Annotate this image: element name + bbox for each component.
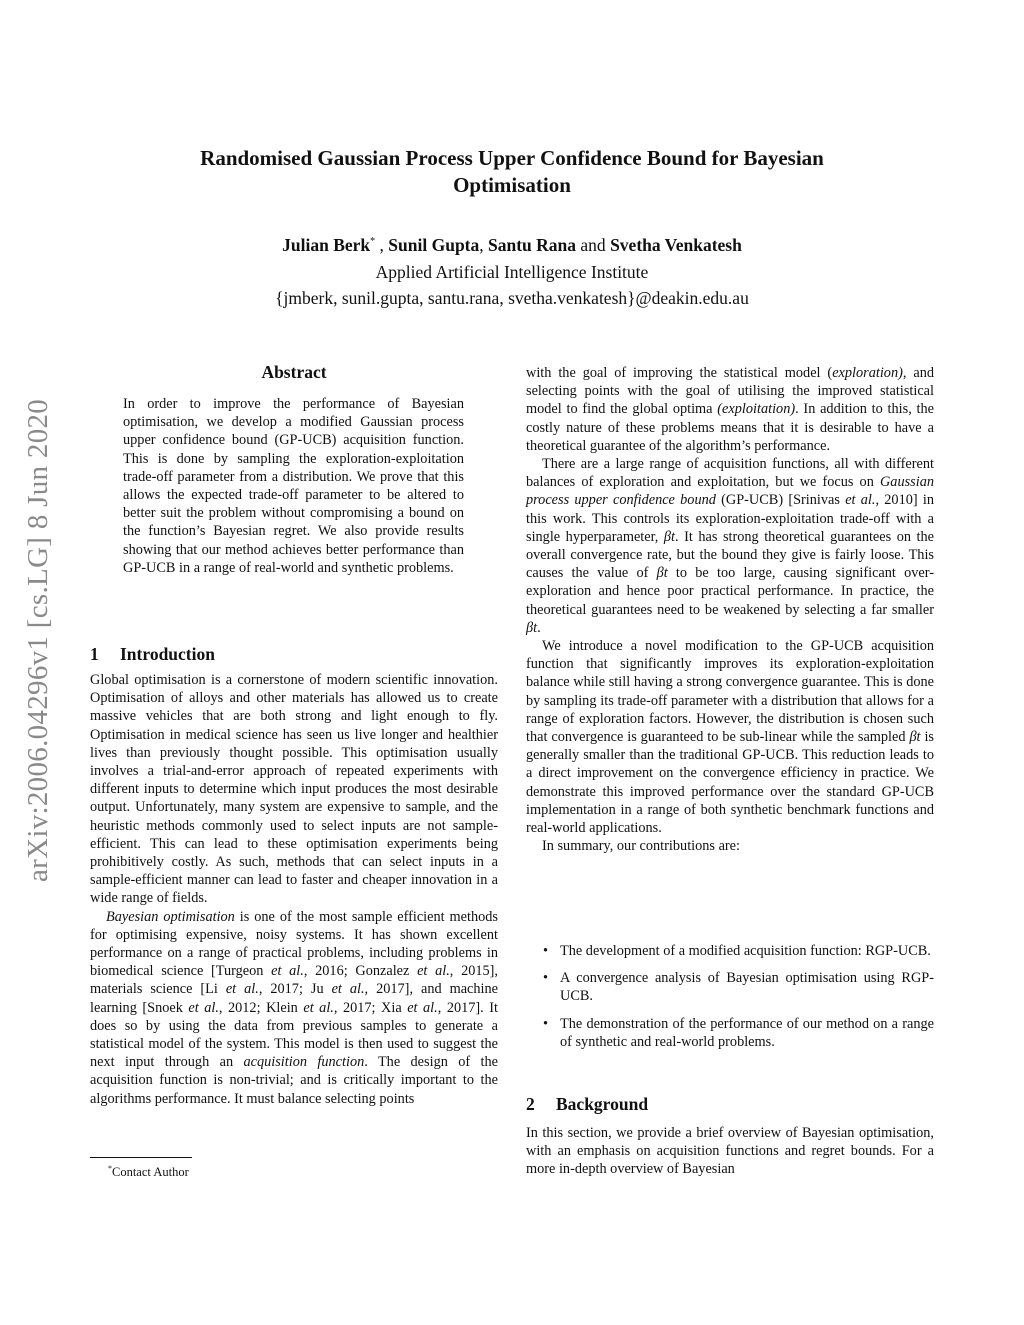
footnote	[108, 1161, 189, 1180]
title-line-1: Randomised Gaussian Process Upper Confidence Bound for Bayesian	[200, 146, 824, 170]
title-line-2: Optimisation	[453, 173, 571, 197]
bullet-icon: •	[543, 943, 549, 959]
section-number: 2	[526, 1094, 535, 1114]
right-paragraph-2: There are a large range of acquisition functions, all with different balances of exploration and exploitation, but we focus on Gaussian process upper confidence bound (GP-UCB) [Srinivas et al., 2010] in this work. This controls its exploration-exploitation trade-off with a single hyperparameter, βt. It has strong theoretical guarantees on the overall convergence rate, but the bound they give is fairly loose. This causes the value of βt to be too large, causing significant over-exploration and hence poor practical performance. In practice, the theoretical guarantees need to be weakened by selecting a far smaller βt.	[526, 456, 935, 636]
beta-symbol: βt	[663, 528, 675, 545]
affiliation: Applied Artificial Intelligence Institute	[375, 262, 649, 282]
author-4: Svetha Venkatesh	[610, 234, 742, 255]
section-number: 1	[90, 644, 99, 664]
author-and: and	[580, 234, 606, 255]
emph-acquisition-function: acquisition function	[243, 1054, 365, 1071]
introduction-body	[90, 671, 498, 1108]
author-emails: {jmberk, sunil.gupta, santu.rana, svetha.venkatesh}@deakin.edu.au	[275, 288, 749, 308]
paper-title	[90, 145, 934, 199]
bullet-icon: •	[543, 1015, 549, 1032]
author-1: Julian Berk	[282, 234, 371, 255]
author-1-mark: *	[370, 236, 376, 247]
emph-bayesian-optimisation: Bayesian optimisation	[106, 908, 235, 925]
section-heading-background	[526, 1092, 934, 1116]
footnote-rule	[90, 1157, 192, 1158]
intro-paragraph-1: Global optimisation is a cornerstone of modern scientific innovation. Optimisation of alloys and other materials has allowed us to create massive vehicles that are both strong and light enough to fly. Optimisation in medical science has seen us live longer and healthier lives than previously thought possible. This optimisation usually involves a trial-and-error approach of repeated experiments with different inputs to determine which input produces the most desirable output. Unfortunately, many system are expensive to sample, and the heuristic methods commonly used to select inputs are not sample-efficient. This can lead to these optimisation experiments being prohibitively costly. As such, methods that can select inputs in a sample-efficient manner can lead to faster and cheaper innovation in a wide range of fields.	[90, 672, 498, 907]
abstract-text: In order to improve the performance of Bayesian optimisation, we develop a modified Gaussian process upper confidence bound (GP-UCB) acquisition function. This is done by sampling the exploration-exploitation trade-off parameter from a distribution. We prove that this allows the expected trade-off parameter to be altered to better suit the problem without compromising a bound on the function’s Bayesian regret. We also provide results showing that our method achieves better performance than GP-UCB in a range of real-world and synthetic problems.	[123, 396, 464, 576]
section-title: Introduction	[120, 644, 215, 664]
author-2: Sunil Gupta	[388, 234, 480, 255]
section-title: Background	[556, 1094, 649, 1114]
arxiv-identifier: arXiv:2006.04296v1 [cs.LG] 8 Jun 2020	[22, 398, 54, 882]
right-paragraph-1: with the goal of improving the statistical model (exploration), and selecting points with the goal of utilising the improved statistical model to find the global optima (exploitation). In addition to this, the costly nature of these problems means that it is desirable to have a theoretical guarantee of the algorithm’s performance.	[526, 365, 934, 454]
author-3: Santu Rana	[488, 234, 577, 255]
section-heading-introduction	[90, 642, 498, 666]
right-paragraph-4: In summary, our contributions are:	[542, 838, 740, 855]
author-sep: ,	[379, 234, 384, 255]
author-sep: ,	[479, 234, 484, 255]
list-item: • The development of a modified acquisition function: RGP-UCB.	[543, 943, 931, 959]
intro-paragraph-2: Bayesian optimisation is one of the most sample efficient methods for optimising expensive, noisy systems. It has shown excellent performance on a range of practical problems, including problems in biomedical science [Turgeon et al., 2016; Gonzalez et al., 2015], materials science [Li et al., 2017; Ju et al., 2017], and machine learning [Snoek et al., 2012; Klein et al., 2017; Xia et al., 2017]. It does so by using the data from previous samples to generate a statistical model of the system. This model is then used to suggest the next input through an acquisition function. The design of the acquisition function is non-trivial; and is critically important to the algorithms performance. It must balance selecting points	[90, 908, 499, 1107]
abstract-heading: Abstract	[261, 362, 327, 382]
list-item: • The demonstration of the performance of our method on a range of synthetic and real-world problems.	[543, 1015, 934, 1050]
list-item: • A convergence analysis of Bayesian optimisation using RGP-UCB.	[543, 970, 934, 1005]
author-list	[90, 230, 934, 257]
background-body: In this section, we provide a brief overview of Bayesian optimisation, with an emphasis on acquisition functions and regret bounds. For a more in-depth overview of Bayesian	[526, 1125, 934, 1178]
right-paragraph-3: We introduce a novel modification to the GP-UCB acquisition function that significantly improves its exploration-exploitation balance while still having a strong convergence guarantee. This is done by sampling its trade-off parameter with a distribution that allows for a range of exploration factors. However, the distribution is chosen such that convergence is guaranteed to be sub-linear while the sampled βt is generally smaller than the traditional GP-UCB. This reduction leads to a direct improvement on the convergence efficiency in practice. We demonstrate this improved performance over the standard GP-UCB implementation in a range of both synthetic benchmark functions and real-world applications.	[526, 638, 934, 837]
contributions-list	[526, 942, 934, 1060]
footnote-mark: *	[108, 1164, 112, 1173]
footnote-text: Contact Author	[112, 1165, 189, 1180]
right-column-body	[526, 364, 934, 855]
bullet-icon: •	[543, 970, 549, 987]
